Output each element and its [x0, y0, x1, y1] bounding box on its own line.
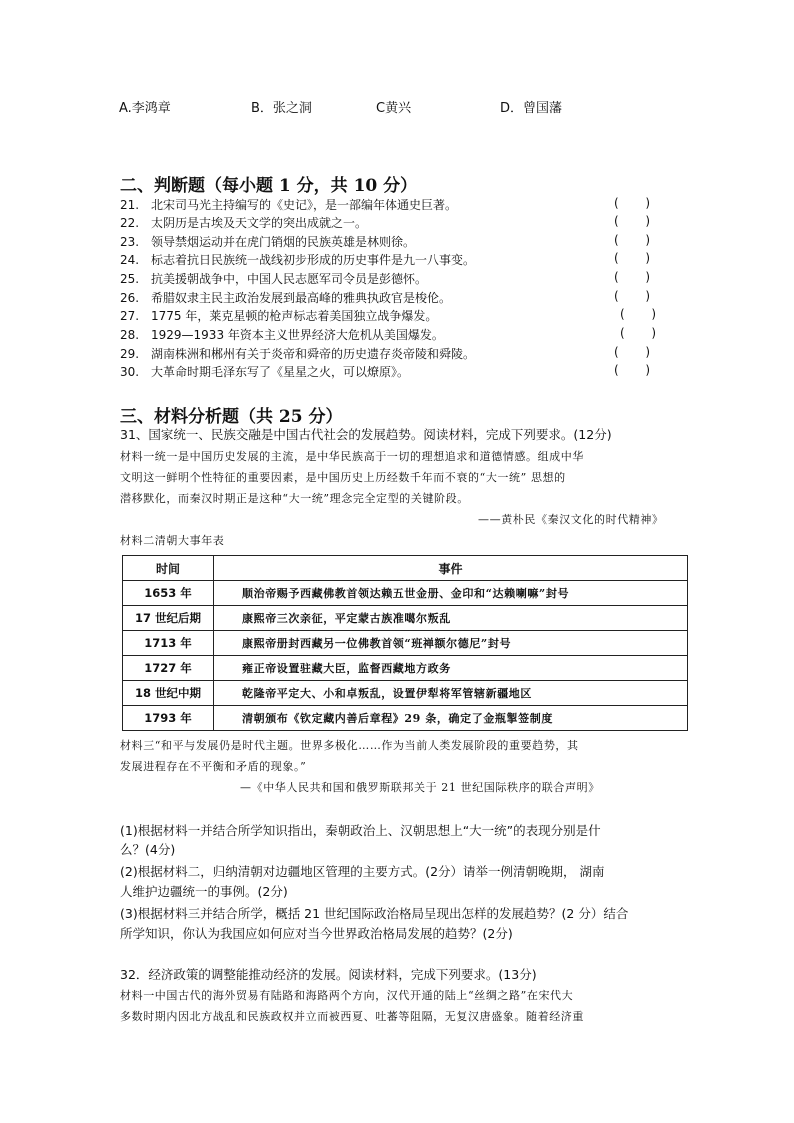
table-row	[123, 656, 688, 681]
table-cell-event: 雍正帝设置驻藏大臣，监督西藏地方政务	[214, 656, 688, 681]
qing-events-table	[122, 555, 688, 731]
table-row	[123, 681, 688, 706]
table-cell-time: 1727 年	[123, 656, 214, 681]
material-source: —《中华人民共和国和俄罗斯联邦关于 21 世纪国际秩序的联合声明》	[240, 781, 600, 794]
sub-question-line: (2)根据材料二，归纳清朝对边疆地区管理的主要方式。(2分）请举一例清朝晚期， 湖南	[120, 864, 605, 879]
judgment-item: 30. 大革命时期毛泽东写了《星星之火，可以燎原》。	[120, 365, 410, 379]
table-header-row	[123, 556, 688, 581]
table-cell-event: 清朝颁布《钦定藏内善后章程》29 条，确定了金瓶掣签制度	[214, 706, 688, 731]
judgment-item: 21. 北宋司马光主持编写的《史记》，是一部编年体通史巨著。	[120, 198, 458, 212]
answer-paren[interactable]: ( )	[620, 326, 657, 340]
table-cell-time: 18 世纪中期	[123, 681, 214, 706]
material-line: 材料三“和平与发展仍是时代主题。世界多极化……作为当前人类发展阶段的重要趋势，其	[120, 739, 579, 752]
table-cell-event: 乾隆帝平定大、小和卓叛乱，设置伊犁将军管辖新疆地区	[214, 681, 688, 706]
material-source: ——黄朴民《秦汉文化的时代精神》	[478, 513, 664, 526]
table-cell-time: 1713 年	[123, 631, 214, 656]
table-cell-time: 1793 年	[123, 706, 214, 731]
material-line: 文明这一鲜明个性特征的重要因素，是中国历史上历经数千年而不衰的“大一统” 思想的	[120, 471, 566, 484]
table-header-event: 事件	[214, 556, 688, 581]
answer-paren[interactable]: ( )	[614, 251, 651, 265]
analysis-section-title: 三、材料分析题（共 25 分）	[120, 407, 343, 427]
sub-question-line: (1)根据材料一并结合所学知识指出，秦朝政治上、汉朝思想上“大一统”的表现分别是什	[120, 823, 601, 838]
answer-paren[interactable]: ( )	[614, 363, 651, 377]
table-cell-event: 康熙帝册封西藏另一位佛教首领“班禅额尔德尼”封号	[214, 631, 688, 656]
material2-title: 材料二清朝大事年表	[120, 534, 225, 547]
table-row	[123, 631, 688, 656]
answer-paren[interactable]: ( )	[614, 345, 651, 359]
answer-paren[interactable]: ( )	[614, 214, 651, 228]
option-c: C黄兴	[376, 101, 412, 116]
material-line: 多数时期内因北方战乱和民族政权并立而被西夏、吐蕃等阻隔，无复汉唐盛象。随着经济重	[120, 1010, 584, 1023]
answer-paren[interactable]: ( )	[620, 307, 657, 321]
question-32-intro: 32．经济政策的调整能推动经济的发展。阅读材料，完成下列要求。(13分)	[120, 967, 537, 982]
judgment-item: 25. 抗美援朝战争中，中国人民志愿军司令员是彭德怀。	[120, 272, 428, 286]
answer-paren[interactable]: ( )	[614, 270, 651, 284]
sub-question-line: 所学知识，你认为我国应如何应对当今世界政治格局发展的趋势？(2分)	[120, 926, 513, 941]
question-31-intro: 31、国家统一、民族交融是中国古代社会的发展趋势。阅读材料，完成下列要求。(12分)	[120, 427, 612, 442]
judgment-item: 24. 标志着抗日民族统一战线初步形成的历史事件是九一八事变。	[120, 253, 476, 267]
judgment-item: 28. 1929—1933 年资本主义世界经济大危机从美国爆发。	[120, 328, 444, 342]
material-line: 材料一中国古代的海外贸易有陆路和海路两个方向，汉代开通的陆上“丝绸之路”在宋代大	[120, 989, 574, 1002]
table-cell-time: 17 世纪后期	[123, 606, 214, 631]
judgment-item: 29. 湖南株洲和郴州有关于炎帝和舜帝的历史遗存炎帝陵和舜陵。	[120, 347, 476, 361]
judgment-item: 26. 希腊奴隶主民主政治发展到最高峰的雅典执政官是梭伦。	[120, 291, 452, 305]
table-row	[123, 706, 688, 731]
sub-question-line: 么？(4分)	[120, 842, 176, 857]
sub-question-line: 人维护边疆统一的事例。(2分)	[120, 884, 288, 899]
judgment-item: 22. 太阴历是古埃及天文学的突出成就之一。	[120, 216, 368, 230]
answer-paren[interactable]: ( )	[614, 289, 651, 303]
judgment-section-title: 二、判断题（每小题 1 分，共 10 分）	[120, 176, 418, 196]
table-cell-time: 1653 年	[123, 581, 214, 606]
table-cell-event: 康熙帝三次亲征，平定蒙古族准噶尔叛乱	[214, 606, 688, 631]
table-row	[123, 606, 688, 631]
option-b: B．张之洞	[251, 101, 312, 116]
answer-paren[interactable]: ( )	[614, 233, 651, 247]
judgment-item: 27. 1775 年，莱克星顿的枪声标志着美国独立战争爆发。	[120, 309, 438, 323]
table-cell-event: 顺治帝赐予西藏佛教首领达赖五世金册、金印和“达赖喇嘛”封号	[214, 581, 688, 606]
sub-question-line: (3)根据材料三并结合所学，概括 21 世纪国际政治格局呈现出怎样的发展趋势？(2 分）结合	[120, 906, 629, 921]
material-line: 发展进程存在不平衡和矛盾的现象。”	[120, 760, 307, 773]
judgment-item: 23. 领导禁烟运动并在虎门销烟的民族英雄是林则徐。	[120, 235, 416, 249]
option-d: D．曾国藩	[500, 101, 563, 116]
option-a: A.李鸿章	[119, 101, 171, 116]
material-line: 潜移默化，而秦汉时期正是这种“大一统”理念完全定型的关键阶段。	[120, 492, 469, 505]
table-header-time: 时间	[123, 556, 214, 581]
material-line: 材料一统一是中国历史发展的主流，是中华民族高于一切的理想追求和道德情感。组成中华	[120, 450, 584, 463]
answer-paren[interactable]: ( )	[614, 196, 651, 210]
table-row	[123, 581, 688, 606]
